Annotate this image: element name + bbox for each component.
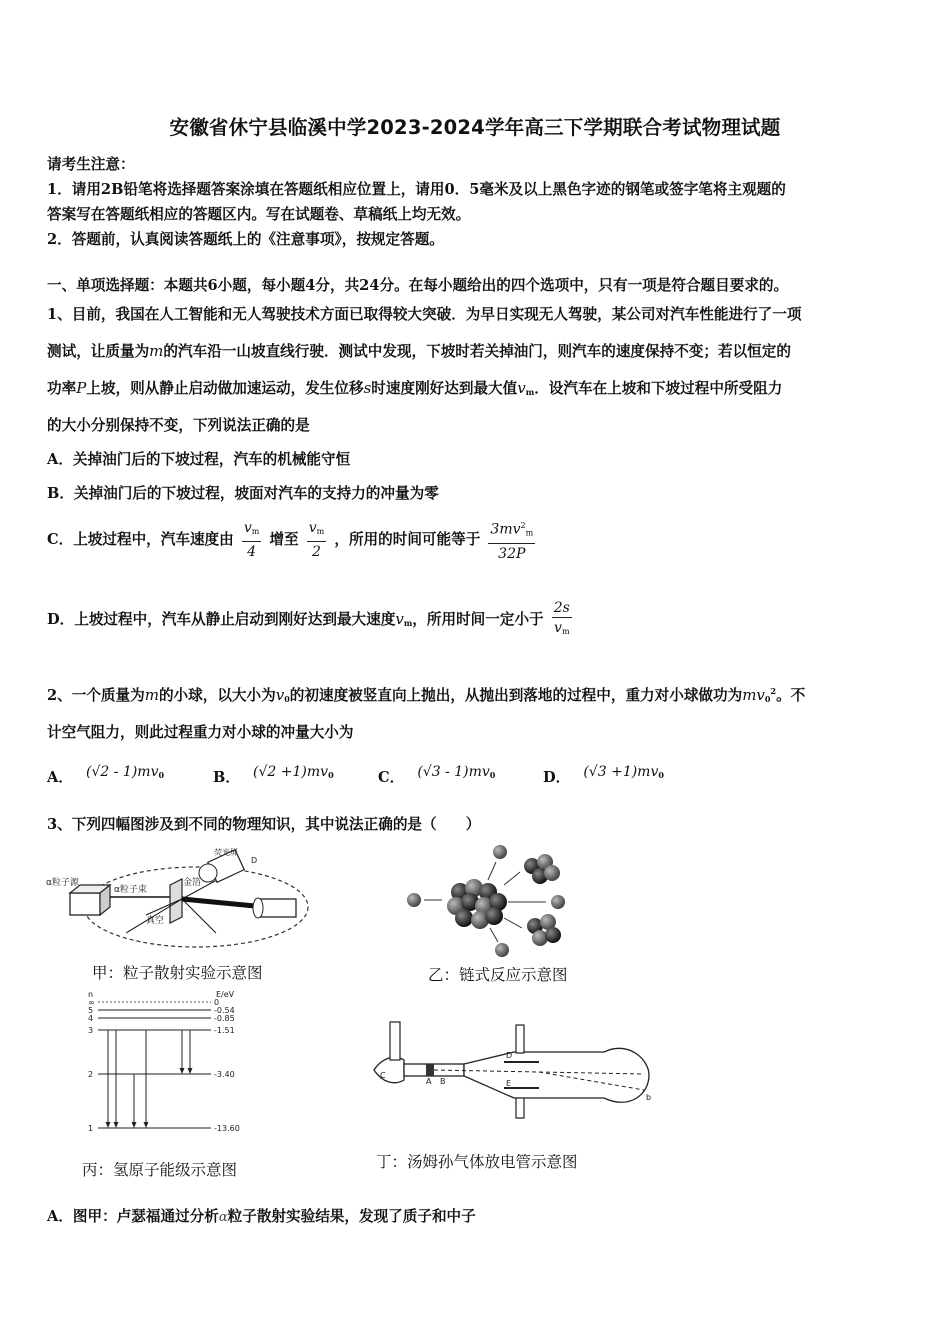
q1-line-1: 1、目前，我国在人工智能和无人驾驶技术方面已取得较大突破．为早日实现无人驾驶，某公司对汽车性能进行了一项 (47, 306, 802, 323)
q2-work-subscript: 0 (764, 694, 771, 704)
fraction-2s-over-vm (552, 600, 572, 640)
q2-text: 2、一个质量为 (47, 687, 145, 704)
option-subscript: 0 (158, 770, 165, 780)
fraction-subscript: m (251, 526, 260, 536)
q1-displacement-symbol: s (363, 379, 372, 397)
q2-option-b[interactable] (213, 760, 334, 786)
arrow (490, 928, 498, 942)
uranium-nucleus (447, 879, 507, 929)
incoming-neutron (407, 893, 421, 907)
q1-line-3 (47, 377, 782, 398)
option-expression: (√2 +1)mv (253, 764, 329, 780)
option-subscript: 0 (658, 770, 664, 780)
label-c: C (380, 1071, 386, 1080)
q1-option-d-text: D．上坡过程中，汽车从静止启动到刚好达到最大速度 (47, 611, 396, 628)
page-title: 安徽省休宁县临溪中学2023-2024学年高三下学期联合考试物理试题 (169, 116, 781, 139)
fraction-subscript: m (561, 627, 570, 636)
q1-line-4: 的大小分别保持不变，下列说法正确的是 (47, 417, 310, 434)
option-subscript: 0 (328, 770, 334, 780)
energy-axis-label: E/eV (216, 990, 235, 999)
chain-reaction-figure (400, 840, 590, 960)
energy-value-label: -3.40 (214, 1070, 235, 1079)
transition-arrowhead (114, 1122, 119, 1128)
q2-work-expression: mv (742, 686, 765, 704)
microscope-label: D (251, 856, 258, 865)
alpha-source-box (70, 893, 100, 915)
q1-text: 上坡，则从静止启动做加速运动，发生位移 (86, 380, 364, 397)
caption-bing: 丙：氢原子能级示意图 (82, 1161, 238, 1179)
fraction-superscript: 2 (520, 521, 526, 530)
q1-option-c-text: ，所用的时间可能等于 (334, 530, 481, 548)
scattering-experiment-figure (46, 845, 316, 955)
transition-arrowhead (144, 1122, 149, 1128)
q1-text: 的汽车沿一山坡直线行驶．测试中发现，下坡时若关掉油门，则汽车的速度保持不变；若以恒定的 (163, 343, 791, 360)
q2-text: 的小球，以大小为 (158, 687, 276, 704)
energy-level-figure (86, 988, 266, 1138)
option-label: B． (213, 769, 240, 786)
q1-option-c-text: 增至 (269, 530, 299, 548)
fraction-denominator: 2 (312, 543, 321, 560)
fraction-numerator: v (308, 519, 317, 536)
lower-electrode-stem (516, 1098, 524, 1118)
energy-value-label: -13.60 (214, 1124, 240, 1133)
section-heading: 一、单项选择题：本题共6小题，每小题4分，共24分。在每小题给出的四个选项中，只有一项是符合题目要求的。 (47, 277, 789, 294)
energy-value-label: 0 (214, 998, 220, 1007)
q1-line-2 (47, 340, 791, 361)
q1-text: ．设汽车在上坡和下坡过程中所受阻力 (534, 380, 783, 397)
q1-option-d[interactable] (47, 600, 575, 640)
notice-heading: 请考生注意： (47, 156, 135, 173)
q3-stem: 3、下列四幅图涉及到不同的物理知识，其中说法正确的是（ ） (47, 816, 481, 833)
transition-arrowhead (188, 1068, 193, 1074)
beam-label: α粒子束 (114, 885, 147, 895)
q1-option-d-text: ，所用时间一定小于 (412, 611, 544, 628)
transition-arrowhead (106, 1122, 111, 1128)
fraction-denominator: v (554, 620, 562, 636)
q1-mass-symbol: m (149, 342, 164, 360)
label-b: B (440, 1077, 446, 1086)
q2-text: 的初速度被竖直向上抛出，从抛出到落地的过程中，重力对小球做功为 (289, 687, 743, 704)
screen-circle (199, 864, 217, 882)
vacuum-label: 真空 (146, 916, 165, 926)
anode-slit (426, 1064, 434, 1076)
q1-vmax-subscript: m (403, 618, 413, 628)
q2-mass-symbol: m (144, 686, 159, 704)
arrow (488, 862, 496, 880)
screen-label: 荧光屏 (214, 848, 238, 857)
q1-option-b[interactable]: B．关掉油门后的下坡过程，坡面对汽车的支持力的冲量为零 (47, 485, 439, 502)
q2-option-c[interactable] (378, 760, 496, 786)
option-subscript: 0 (489, 770, 496, 780)
q1-option-c[interactable] (47, 518, 538, 562)
caption-ding: 丁：汤姆孙气体放电管示意图 (376, 1153, 578, 1171)
q1-vmax-subscript: m (525, 387, 535, 397)
fraction-vm-over-2 (307, 520, 327, 560)
label-d: D (506, 1051, 513, 1060)
n-axis-label: n (88, 990, 94, 999)
option-label: A． (47, 769, 73, 786)
source-label: α粒子源 (46, 878, 79, 888)
transition-arrows (106, 1030, 193, 1128)
emitted-neutron (551, 895, 565, 909)
energy-levels (88, 998, 240, 1133)
q1-text: 时速度刚好达到最大值 (371, 380, 518, 397)
q2-line-2: 计空气阻力，则此过程重力对小球的冲量大小为 (47, 724, 354, 741)
quantum-number-label: 3 (88, 1026, 94, 1035)
microscope-lens (253, 898, 263, 918)
q1-text: 功率 (47, 380, 77, 397)
q2-line-1 (47, 684, 805, 705)
q2-option-a[interactable] (47, 760, 165, 786)
q1-vmax-symbol: v (517, 379, 526, 397)
fraction-vm-over-4 (242, 520, 262, 560)
foil-label: 金箔 (183, 878, 202, 888)
q3-option-a-text: 粒子散射实验结果，发现了质子和中子 (227, 1208, 476, 1225)
energy-value-label: -0.54 (214, 1006, 235, 1015)
fraction-numerator: 3mv (490, 521, 521, 538)
arrow (504, 872, 520, 885)
transition-arrowhead (132, 1122, 137, 1128)
option-expression: (√2 - 1)mv (86, 764, 159, 780)
energy-value-label: -1.51 (214, 1026, 235, 1035)
option-expression: (√3 - 1)mv (417, 764, 490, 780)
upper-electrode-stem (516, 1025, 524, 1053)
q1-vmax-symbol: v (395, 610, 404, 628)
caption-jia: 甲：粒子散射实验示意图 (92, 964, 263, 982)
quantum-number-label: 2 (88, 1070, 94, 1079)
fraction-subscript: m (525, 528, 534, 538)
fission-fragment-upper (524, 854, 560, 884)
quantum-number-label: 5 (88, 1006, 94, 1015)
emitted-neutron (495, 943, 509, 957)
arrow (504, 918, 522, 928)
energy-value-label: -0.85 (214, 1014, 235, 1023)
alpha-symbol: α (218, 1210, 228, 1225)
label-b-screen: b (646, 1093, 652, 1102)
fraction-denominator: 4 (247, 543, 257, 560)
notice-item-1b: 答案写在答题纸相应的答题区内。写在试题卷、草稿纸上均无效。 (47, 206, 471, 223)
q2-v0-subscript: 0 (284, 694, 290, 704)
q2-text: 。不 (776, 687, 806, 704)
q1-text: 测试，让质量为 (47, 343, 150, 360)
fission-fragment-lower (527, 914, 561, 946)
q3-option-a[interactable] (47, 1205, 476, 1226)
option-label: C． (378, 769, 405, 786)
q2-option-d[interactable] (543, 760, 664, 786)
label-e: E (506, 1079, 512, 1088)
q1-power-symbol: P (76, 379, 87, 397)
gold-foil (170, 879, 182, 923)
q2-work-superscript: 2 (770, 686, 777, 697)
q1-option-c-text: C．上坡过程中，汽车速度由 (47, 530, 234, 548)
caption-yi: 乙：链式反应示意图 (428, 966, 568, 984)
thomson-tube-figure (364, 1020, 654, 1120)
quantum-number-label: 1 (88, 1124, 94, 1133)
transition-arrowhead (180, 1068, 185, 1074)
fraction-numerator: v (243, 519, 252, 536)
cathode-stem (390, 1022, 400, 1060)
fraction-subscript: m (316, 526, 325, 536)
fraction-numerator: 2s (553, 600, 570, 616)
quantum-number-label: 4 (88, 1014, 94, 1023)
option-expression: (√3 +1)mv (583, 764, 659, 780)
q3-option-a-text: A．图甲：卢瑟福通过分析 (47, 1208, 219, 1225)
emitted-neutron (493, 845, 507, 859)
notice-item-1a: 1．请用2B铅笔将选择题答案涂填在答题纸相应位置上，请用0．5毫米及以上黑色字迹的钢笔或签字笔将主观题的 (47, 181, 786, 198)
cathode-bulb (374, 1057, 404, 1083)
fraction-denominator: 32P (498, 545, 526, 562)
notice-item-2: 2．答题前，认真阅读答题纸上的《注意事项》，按规定答题。 (47, 231, 444, 248)
quantum-number-label: ∞ (88, 998, 95, 1007)
fraction-time-expression (488, 518, 535, 562)
q2-v0-symbol: v (275, 686, 285, 704)
option-label: D． (543, 769, 571, 786)
label-a: A (426, 1077, 432, 1086)
q1-option-a[interactable]: A．关掉油门后的下坡过程，汽车的机械能守恒 (47, 451, 351, 468)
